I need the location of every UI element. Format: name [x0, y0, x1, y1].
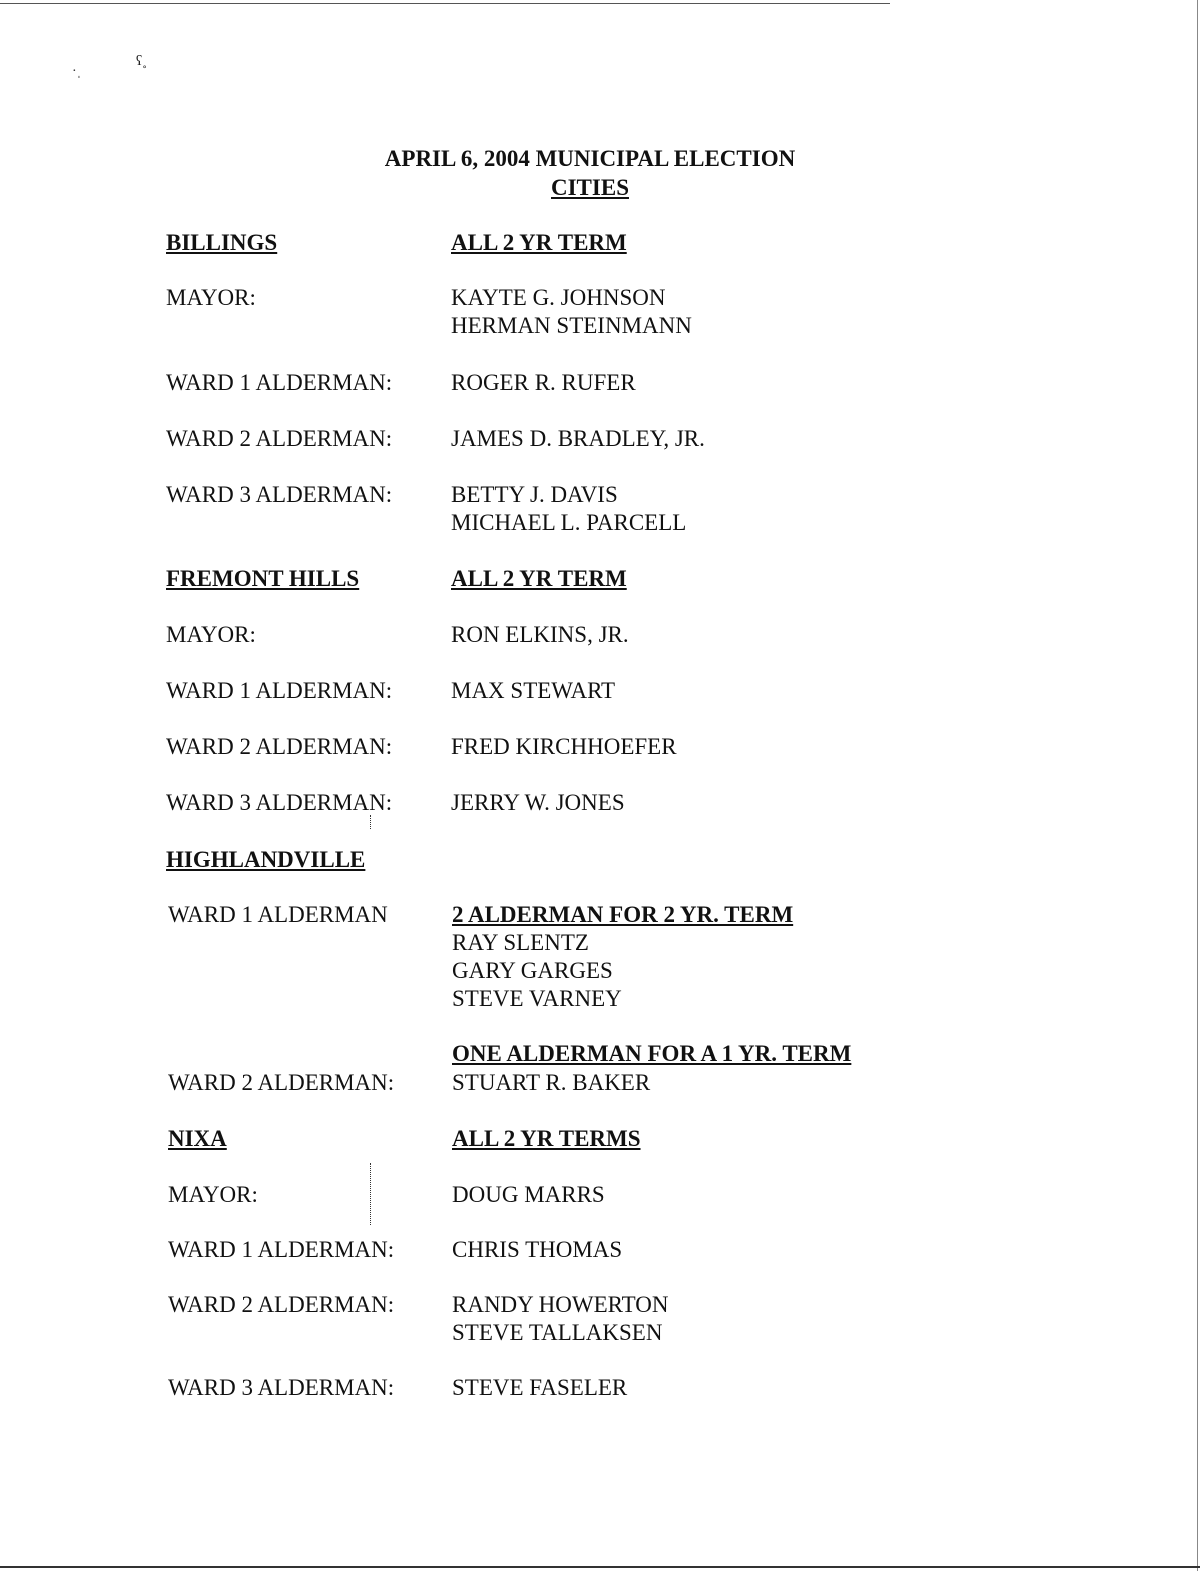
scan-right-edge: [1197, 0, 1198, 1571]
office-label: WARD 2 ALDERMAN:: [166, 426, 393, 451]
candidate-name: STEVE TALLAKSEN: [452, 1320, 663, 1345]
candidate-name: KAYTE G. JOHNSON: [451, 285, 666, 310]
office-label: MAYOR:: [166, 285, 256, 310]
office-label: WARD 3 ALDERMAN:: [166, 790, 393, 815]
candidate-name: STEVE FASELER: [452, 1375, 628, 1400]
office-label: MAYOR:: [166, 622, 256, 647]
scan-speck: ʕ˳: [136, 54, 147, 69]
candidate-name: RAY SLENTZ: [452, 930, 589, 955]
scan-top-edge: [0, 3, 890, 4]
candidate-name: ROGER R. RUFER: [451, 370, 636, 395]
document-title: APRIL 6, 2004 MUNICIPAL ELECTION: [384, 146, 796, 171]
term-heading-fremont-hills: ALL 2 YR TERM: [451, 566, 627, 591]
candidate-name: DOUG MARRS: [452, 1182, 605, 1207]
office-label: WARD 2 ALDERMAN:: [166, 734, 393, 759]
candidate-name: HERMAN STEINMANN: [451, 313, 692, 338]
scan-bottom-edge: [0, 1566, 1200, 1568]
scan-artifact-mark: [370, 815, 371, 829]
office-label: WARD 1 ALDERMAN:: [166, 370, 393, 395]
scan-artifact-mark: [370, 1163, 371, 1225]
candidate-name: RON ELKINS, JR.: [451, 622, 629, 647]
office-label: WARD 2 ALDERMAN:: [168, 1070, 395, 1095]
candidate-name: JAMES D. BRADLEY, JR.: [451, 426, 705, 451]
office-label: WARD 3 ALDERMAN:: [168, 1375, 395, 1400]
city-heading-billings: BILLINGS: [166, 230, 278, 255]
candidate-name: GARY GARGES: [452, 958, 613, 983]
candidate-name: FRED KIRCHHOEFER: [451, 734, 677, 759]
term-heading-nixa: ALL 2 YR TERMS: [452, 1126, 641, 1151]
office-label: WARD 2 ALDERMAN:: [168, 1292, 395, 1317]
document-header: [330, 144, 850, 202]
term-heading-billings: ALL 2 YR TERM: [451, 230, 627, 255]
city-heading-fremont-hills: FREMONT HILLS: [166, 566, 360, 591]
office-label: WARD 1 ALDERMAN: [168, 902, 388, 927]
office-label: MAYOR:: [168, 1182, 258, 1207]
city-heading-highlandville: HIGHLANDVILLE: [166, 847, 366, 872]
office-label: WARD 3 ALDERMAN:: [166, 482, 393, 507]
scan-speck: ·ˌ: [72, 64, 82, 79]
candidate-name: BETTY J. DAVIS: [451, 482, 618, 507]
term-heading-highlandville-ward2: ONE ALDERMAN FOR A 1 YR. TERM: [452, 1041, 852, 1066]
candidate-name: MICHAEL L. PARCELL: [451, 510, 687, 535]
candidate-name: STEVE VARNEY: [452, 986, 622, 1011]
term-heading-highlandville-ward1: 2 ALDERMAN FOR 2 YR. TERM: [452, 902, 794, 927]
office-label: WARD 1 ALDERMAN:: [166, 678, 393, 703]
candidate-name: JERRY W. JONES: [451, 790, 625, 815]
city-heading-nixa: NIXA: [168, 1126, 227, 1151]
candidate-name: STUART R. BAKER: [452, 1070, 651, 1095]
office-label: WARD 1 ALDERMAN:: [168, 1237, 395, 1262]
candidate-name: MAX STEWART: [451, 678, 616, 703]
candidate-name: CHRIS THOMAS: [452, 1237, 623, 1262]
candidate-name: RANDY HOWERTON: [452, 1292, 669, 1317]
document-subtitle: CITIES: [551, 175, 629, 200]
